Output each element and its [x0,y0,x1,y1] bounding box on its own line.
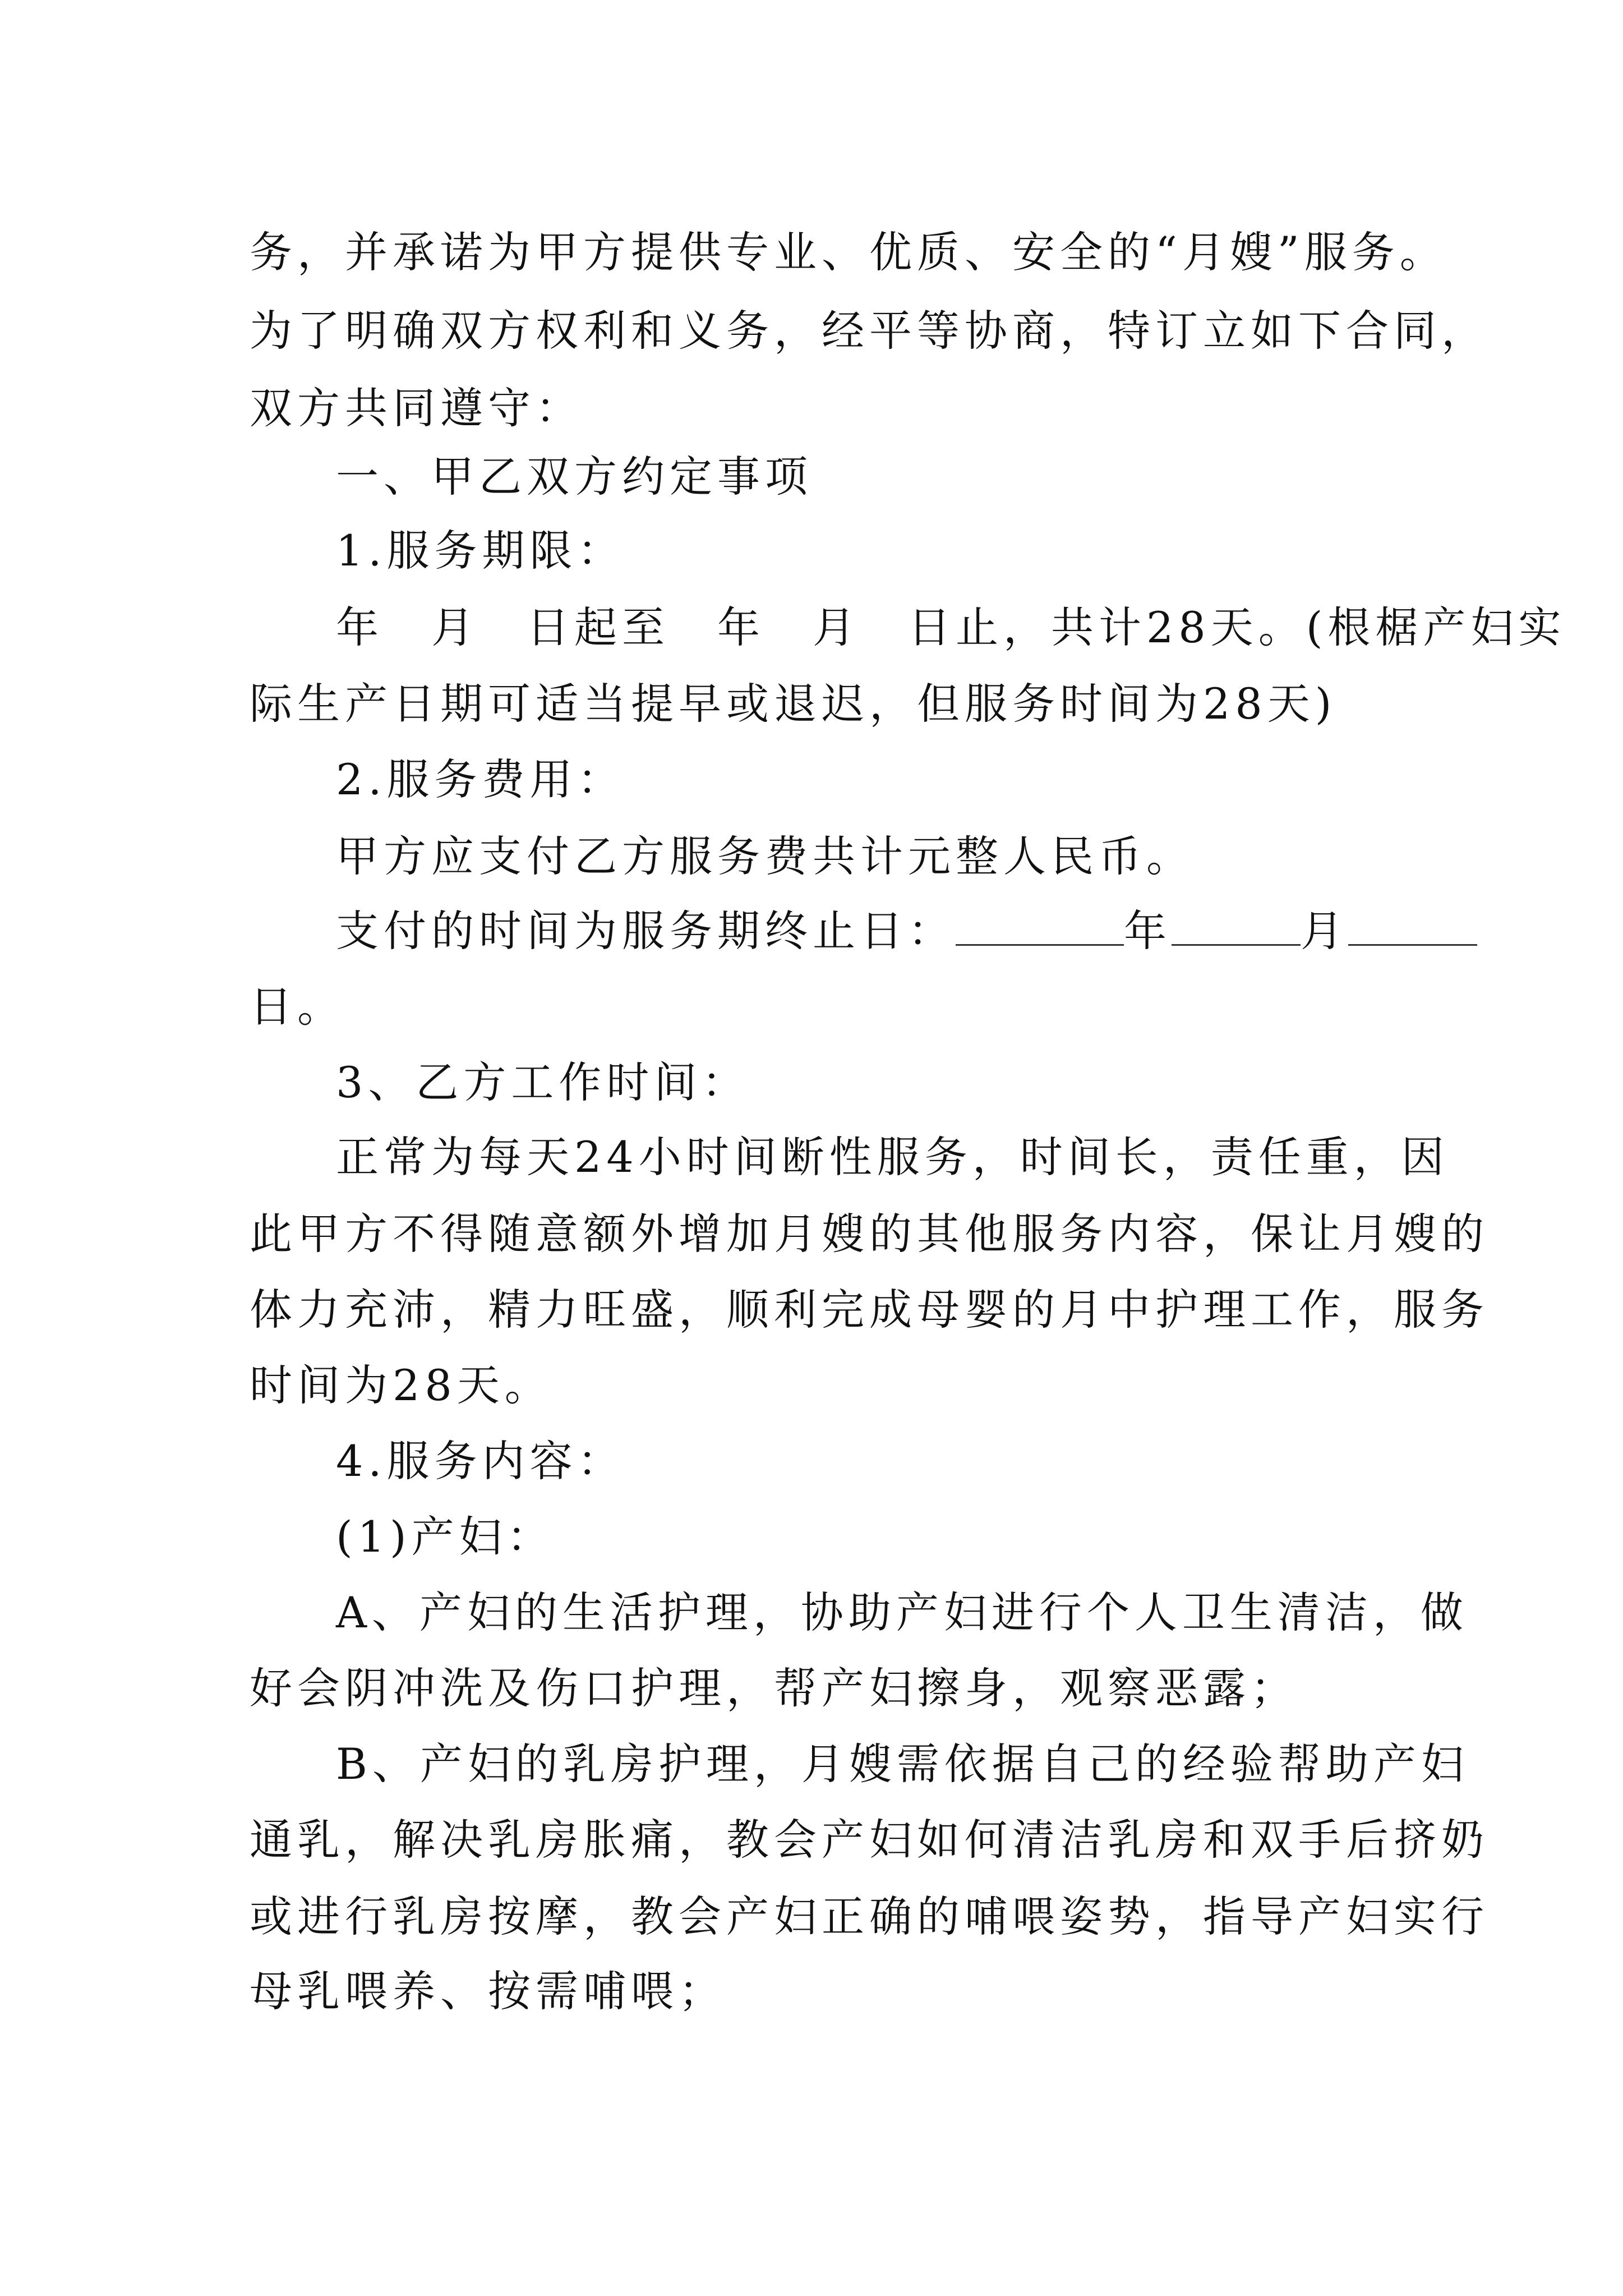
clause-heading: 3、乙方工作时间： [336,1057,750,1107]
paragraph-line: B、产妇的乳房护理，月嫂需依据自己的经验帮助产妇 [336,1739,1469,1789]
month-label: 月 [1301,906,1348,956]
year-label: 年 [1124,906,1172,956]
paragraph-line: 通乳，解决乳房胀痛，教会产妇如何清洁乳房和双手后挤奶 [250,1815,1489,1865]
paragraph-line: 际生产日期可适当提早或退迟，但服务时间为28天) [250,679,1337,729]
paragraph-line: 年 月 日起至 年 月 日止，共计28天。(根椐产妇实 [336,602,1566,652]
year-blank [956,904,1124,946]
paragraph-line: 体力充沛，精力旺盛，顺利完成母婴的月中护理工作，服务 [250,1285,1489,1335]
paragraph-line: A、产妇的生活护理，协助产妇进行个人卫生清洁，做 [336,1588,1468,1637]
paragraph-line: 为了明确双方权利和义务，经平等协商，特订立如下合同， [250,306,1489,356]
payment-date-prefix: 支付的时间为服务期终止日： [336,906,956,956]
paragraph-line: 母乳喂养、按需哺喂； [250,1966,726,2016]
paragraph-line: 务，并承诺为甲方提供专业、优质、安全的“月嫂”服务。 [250,227,1447,277]
paragraph-line: 或进行乳房按摩，教会产妇正确的哺喂姿势，指导产妇实行 [250,1892,1489,1941]
sub-clause-heading: (1)产妇： [336,1512,555,1562]
paragraph-line: 双方共同遵守： [250,383,583,433]
clause-heading: 1.服务期限： [336,526,625,576]
clause-heading: 4.服务内容： [336,1436,625,1486]
clause-heading: 2.服务费用： [336,754,625,804]
paragraph-line: 时间为28天。 [250,1360,552,1410]
paragraph-line: 此甲方不得随意额外增加月嫂的其他服务内容，保让月嫂的 [250,1209,1489,1259]
paragraph-line: 日。 [250,982,345,1032]
paragraph-line: 甲方应支付乙方服务费共计元整人民币。 [336,831,1194,881]
paragraph-line: 正常为每天24小时间断性服务，时间长，责任重，因 [336,1132,1449,1182]
day-blank [1348,904,1477,946]
paragraph-line: 好会阴冲洗及伤口护理，帮产妇擦身，观察恶露； [250,1663,1298,1713]
payment-date-line [336,903,1474,959]
month-blank [1172,904,1301,946]
section-heading: 一、甲乙双方约定事项 [336,452,813,501]
